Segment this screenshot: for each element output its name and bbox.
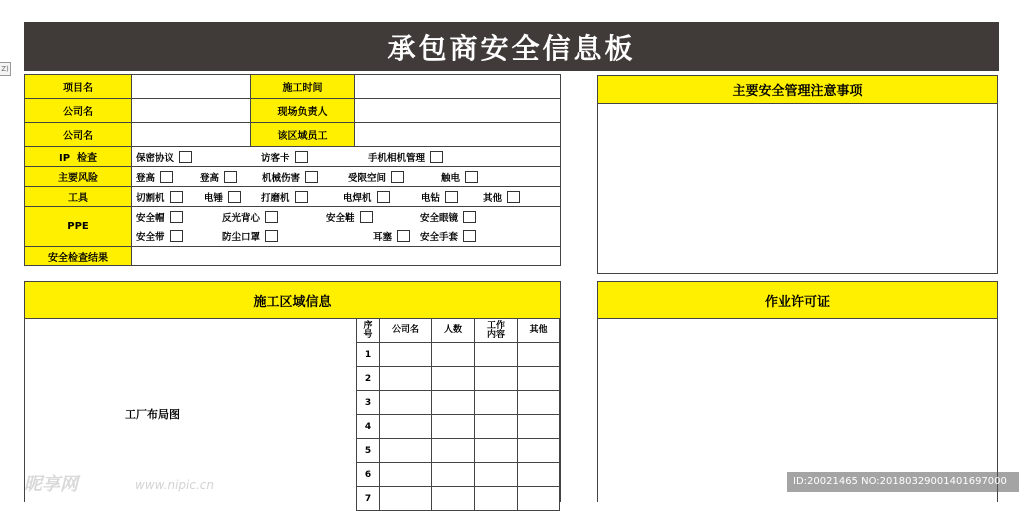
risk-item[interactable]: 触电: [441, 170, 478, 184]
result-label: 安全检查结果: [25, 247, 132, 266]
checkbox-icon: [170, 230, 183, 242]
checkbox-icon: [507, 191, 520, 203]
table-row: 1: [357, 343, 560, 367]
onsite-label: 现场负责人: [251, 99, 355, 123]
tool-item[interactable]: 切割机: [136, 190, 204, 204]
table-row: 6: [357, 463, 560, 487]
zone-table: [356, 318, 560, 511]
board-header: [24, 22, 999, 71]
company2-label: 公司名: [25, 123, 132, 147]
header-count: 人数: [432, 319, 475, 343]
checkbox-icon: [224, 171, 237, 183]
header-company: 公司名: [380, 319, 432, 343]
checkbox-icon: [170, 211, 183, 223]
tool-item[interactable]: 打磨机: [261, 190, 343, 204]
risk-item[interactable]: 受限空间: [348, 170, 441, 184]
ppe-item[interactable]: 安全带: [136, 229, 222, 243]
checkbox-icon: [305, 171, 318, 183]
risk-label: 主要风险: [25, 167, 132, 187]
checkbox-icon: [295, 191, 308, 203]
ppe-item[interactable]: 安全鞋: [326, 210, 420, 224]
ip-checks: [132, 147, 561, 167]
checkbox-icon: [160, 171, 173, 183]
tool-item[interactable]: 其他: [483, 190, 520, 204]
tool-checks: [132, 187, 561, 207]
header-work: 工作内容: [475, 319, 518, 343]
checkbox-icon: [377, 191, 390, 203]
time-label: 施工时间: [251, 75, 355, 99]
ppe-checks: [132, 207, 561, 247]
risk-checks: [132, 167, 561, 187]
zone-title: 施工区域信息: [25, 282, 560, 319]
ppe-label: PPE: [25, 207, 132, 247]
watermark: 昵享网: [24, 474, 78, 495]
company-value[interactable]: [132, 99, 251, 123]
ip-item[interactable]: 手机相机管理: [368, 150, 443, 164]
contractor-info-table: [24, 74, 561, 266]
checkbox-icon: [170, 191, 183, 203]
checkbox-icon: [397, 230, 410, 242]
staff-value[interactable]: [355, 123, 561, 147]
company2-value[interactable]: [132, 123, 251, 147]
table-row: 5: [357, 439, 560, 463]
table-row: 2: [357, 367, 560, 391]
ip-item[interactable]: 访客卡: [261, 150, 368, 164]
checkbox-icon: [265, 211, 278, 223]
checkbox-icon: [179, 151, 192, 163]
ppe-item[interactable]: 安全眼镜: [420, 210, 476, 224]
ip-label: IP 检查: [25, 147, 132, 167]
checkbox-icon: [295, 151, 308, 163]
tool-item[interactable]: 电锤: [204, 190, 261, 204]
ppe-item[interactable]: 反光背心: [222, 210, 326, 224]
project-label: 项目名: [25, 75, 132, 99]
tool-item[interactable]: 电钻: [421, 190, 483, 204]
permit-title: 作业许可证: [598, 282, 997, 319]
permit-panel: [597, 281, 998, 502]
layout-label: 工厂布局图: [125, 408, 180, 421]
ppe-item[interactable]: 防尘口罩: [222, 229, 326, 243]
checkbox-icon: [265, 230, 278, 242]
tool-label: 工具: [25, 187, 132, 207]
checkbox-icon: [445, 191, 458, 203]
ppe-item[interactable]: 耳塞: [326, 229, 420, 243]
side-handle-icon[interactable]: Z): [0, 62, 11, 76]
tool-item[interactable]: 电焊机: [343, 190, 421, 204]
watermark-url: www.nipic.cn: [135, 478, 214, 492]
table-row: 3: [357, 391, 560, 415]
checkbox-icon: [463, 230, 476, 242]
header-index: 序号: [357, 319, 380, 343]
image-id-bar: ID:20021465 NO:20180329001401697000: [787, 472, 1019, 492]
checkbox-icon: [465, 171, 478, 183]
checkbox-icon: [463, 211, 476, 223]
zone-panel: [24, 281, 561, 502]
result-value[interactable]: [132, 247, 561, 266]
time-value[interactable]: [355, 75, 561, 99]
table-row: 7: [357, 487, 560, 511]
staff-label: 该区域员工: [251, 123, 355, 147]
ppe-item[interactable]: 安全手套: [420, 229, 476, 243]
notes-title: 主要安全管理注意事项: [598, 76, 997, 104]
company-label: 公司名: [25, 99, 132, 123]
checkbox-icon: [228, 191, 241, 203]
board-title: 承包商安全信息板: [387, 31, 636, 65]
notes-panel: [597, 75, 998, 274]
risk-item[interactable]: 登高: [200, 170, 262, 184]
header-other: 其他: [518, 319, 560, 343]
risk-item[interactable]: 登高: [136, 170, 200, 184]
checkbox-icon: [391, 171, 404, 183]
checkbox-icon: [430, 151, 443, 163]
ppe-item[interactable]: 安全帽: [136, 210, 222, 224]
checkbox-icon: [360, 211, 373, 223]
ip-item[interactable]: 保密协议: [136, 150, 261, 164]
table-row: 4: [357, 415, 560, 439]
risk-item[interactable]: 机械伤害: [262, 170, 348, 184]
onsite-value[interactable]: [355, 99, 561, 123]
project-value[interactable]: [132, 75, 251, 99]
